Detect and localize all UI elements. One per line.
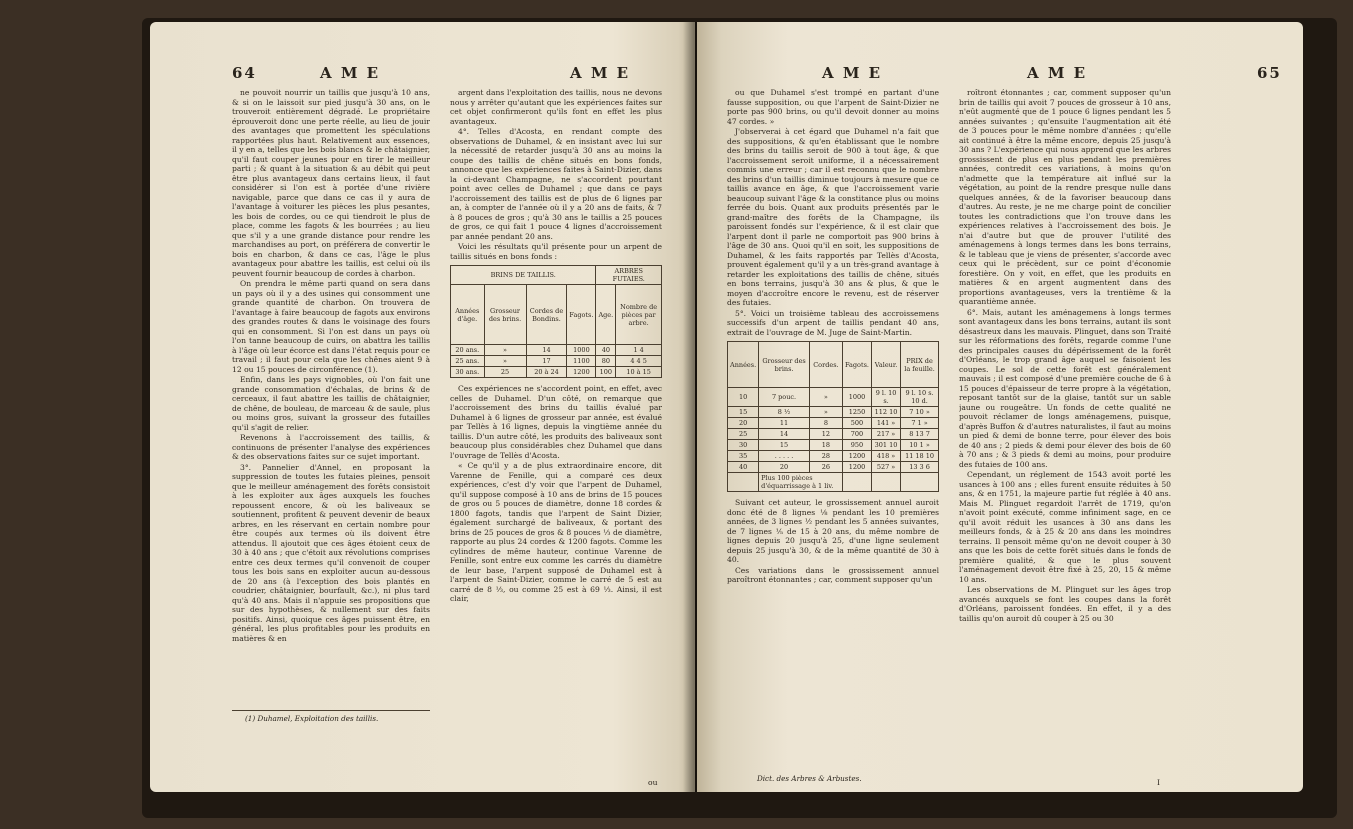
paragraph: Suivant cet auteur, le grossissement annuel auroit donc été de 8 lignes ⅛ pendant les 10 premières années, de 3 lignes ½ pendant les 5 années suivantes, de 7 lignes ⅕ de 15 à 20 ans, du même nombre de lignes depuis 20 jusqu'à 25, d'une ligne seulement depuis 25 jusqu'à 30, & de la même quantité de 30 à 40. [727, 498, 939, 564]
table-cell: 28 [809, 451, 842, 462]
table-cell: 4 4 5 [616, 356, 662, 367]
table-cell: 700 [842, 429, 871, 440]
table-cell: 950 [842, 440, 871, 451]
table-row [728, 388, 939, 407]
table-cell: 17 [526, 356, 567, 367]
table-cell: 14 [759, 429, 810, 440]
table-cell: 40 [596, 345, 616, 356]
table-cell: 418 » [871, 451, 900, 462]
table-cell: 40 [728, 462, 759, 473]
table-row [728, 440, 939, 451]
table-header: Grosseur des brins. [484, 285, 526, 345]
paragraph: argent dans l'exploitation des taillis, nous ne devons nous y arrêter qu'autant que les expériences faites sur cet objet confirmeront qu'ils font en effet les plus avantageux. [450, 88, 662, 126]
table-cell: 30 [728, 440, 759, 451]
paragraph: « Ce qu'il y a de plus extraordinaire encore, dit Varenne de Fenille, qui a comparé ces deux expériences, c'est d'y voir que l'arpent de Duhamel, qu'il suppose composé à 10 ans de brins de 15 pouces de gros ou 5 pouces de diamètre, donne 18 cordes & 1800 fagots, tandis que l'arpent de Saint Dizier, également surchargé de baliveaux, & portant des brins de 25 pouces de gros & 8 pouces ⅓ de diamètre, rapporte au plus 24 cordes & 1200 fagots. Comme les cylindres de même hauteur, continue Varenne de Fenille, sont entre eux comme les carrés du diamètre de leur base, l'arpent supposé de Duhamel est à l'arpent de Saint-Dizier, comme le carré de 5 est au carré de 8 ⅓, ou comme 25 est à 69 ⅓. Ainsi, il est clair, [450, 461, 662, 603]
table-row [728, 418, 939, 429]
paragraph: ne pouvoit nourrir un taillis que jusqu'à 10 ans, & si on le laissoit sur pied jusqu'à 30 ans, on le trouveroit entièrement dégradé. Le propriétaire éprouveroit donc une perte réelle, au lieu de jouir des avantages que promettent les spéculations rapportées plus haut. Relativement aux essences, il y en a, telles que les bois blancs & le châtaignier, qu'il faut couper jeunes pour en tirer le meilleur parti ; & quant à la situation & au débit qui peut être plus avantageux dans certains lieux, il faut considérer si l'on est à portée d'une rivière navigable, parce que dans ce cas il y aura de l'avantage à voiturer les pièces les plus pesantes, les bois de cordes, ou ce qui tiendroit le plus de place, comme les fagots & les bourrées ; au lieu que s'il y a une grande distance pour rendre les marchandises au port, on préférera de convertir le bois en charbon, & dans ce cas, l'âge le plus avantageux pour abattre les taillis, est celui où ils peuvent fournir beaucoup de cordes à charbon. [232, 88, 430, 278]
right-running-head-1: A M E [822, 64, 883, 82]
paragraph: 5°. Voici un troisième tableau des accroissemens successifs d'un arpent de taillis pendant 40 ans, extrait de l'ouvrage de M. Juge de Saint-Martin. [727, 308, 939, 337]
table-row [728, 451, 939, 462]
table-cell: 20 ans. [451, 345, 485, 356]
table-row [728, 429, 939, 440]
paragraph: ou que Duhamel s'est trompé en partant d'une fausse supposition, ou que l'arpent de Saint-Dizier ne porte pas 900 brins, ou qu'il devoit donner au moins 47 cordes. » [727, 88, 939, 126]
table-cell: 112 10 [871, 407, 900, 418]
right-column-1 [727, 88, 939, 768]
table-cell: 11 [759, 418, 810, 429]
table-cell: » [809, 407, 842, 418]
table-cell: 10 [728, 388, 759, 407]
left-running-head-2: A M E [570, 64, 631, 82]
table-cell: 9 l. 10 s. [871, 388, 900, 407]
table-cell: 10 1 » [901, 440, 939, 451]
table-group-header: ARBRES FUTAIES. [596, 266, 662, 285]
table-cell: 527 » [871, 462, 900, 473]
paragraph: Les observations de M. Plinguet sur les âges trop avancés auxquels se font les coupes dans la forêt d'Orléans, paroissent fondées. En effet, il y a des taillis qu'on auroit dû couper à 25 ou 30 [959, 585, 1171, 623]
table-cell: 25 [484, 367, 526, 378]
table-cell: 30 ans. [451, 367, 485, 378]
table-header: Valeur. [871, 342, 900, 388]
table-row [728, 473, 939, 492]
table-cell: » [484, 356, 526, 367]
paragraph: 4°. Telles d'Acosta, en rendant compte des observations de Duhamel, & en insistant avec lui sur la nécessité de retarder jusqu'à 30 ans au moins la coupe des taillis de chêne situés en bons fonds, annonce que les expériences faites à Saint-Dizier, dans la ci-devant Champagne, ne s'accordent pourtant point avec celles de Duhamel ; que dans ce pays l'accroissement des taillis est de plus de 6 lignes par an, à compter de l'année où il y a 20 ans de faits, & 7 à 8 pouces de gros ; qu'à 30 ans le taillis a 25 pouces de gros, ce qui fait 1 pouce 4 lignes d'accroissement par année pendant 20 ans. [450, 127, 662, 241]
table-cell: 8 ½ [759, 407, 810, 418]
right-folio: 65 [1257, 64, 1282, 82]
table-cell: 100 [596, 367, 616, 378]
table-header: Nombre de pièces par arbre. [616, 285, 662, 345]
footnote-rule [232, 710, 430, 711]
table-row [728, 462, 939, 473]
table-header: Grosseur des brins. [759, 342, 810, 388]
table-cell: 20 à 24 [526, 367, 567, 378]
table-cell: 1000 [842, 388, 871, 407]
table-cell: . . . . . [759, 451, 810, 462]
signature-line: Dict. des Arbres & Arbustes. [757, 774, 862, 783]
table-cell: 80 [596, 356, 616, 367]
table-cell: 1250 [842, 407, 871, 418]
table-header: PRIX de la feuille. [901, 342, 939, 388]
left-column-1 [232, 88, 430, 708]
table-cell: 1000 [567, 345, 596, 356]
table-cell: 1200 [842, 451, 871, 462]
footnote: (1) Duhamel, Exploitation des taillis. [245, 714, 379, 723]
table-cell: 14 [526, 345, 567, 356]
table-cell: » [809, 388, 842, 407]
table-row [451, 356, 662, 367]
left-column-2 [450, 88, 662, 778]
table-cell: 1200 [842, 462, 871, 473]
paragraph: On prendra le même parti quand on sera dans un pays où il y a des usines qui consomment une grande quantité de charbon. On trouvera de l'avantage à faire beaucoup de fagots aux environs des grandes routes & dans le voisinage des fours qui en consomment. Si l'on est dans un pays où l'on tanne beaucoup de cuirs, on abattra les taillis à l'âge où leur écorce est dans l'état requis pour ce travail ; il faut pour cela que les chênes aient 9 à 12 ou 15 pouces de circonférence (1). [232, 279, 430, 374]
table-cell: 25 [728, 429, 759, 440]
table-cell: 18 [809, 440, 842, 451]
left-folio: 64 [232, 64, 257, 82]
table-header: Années. [728, 342, 759, 388]
table-header: Cordes de Bondins. [526, 285, 567, 345]
left-page [150, 22, 695, 792]
table-cell: 8 [809, 418, 842, 429]
right-running-head-2: A M E [1027, 64, 1088, 82]
paragraph: 6°. Mais, autant les aménagemens à longs termes sont avantageux dans les bons terrains, autant ils sont désastreux dans les mauvais. Plinguet, dans son Traité sur les réformations des forêts, regarde comme l'une des principales causes du dépérissement de la forêt d'Orléans, le trop grand âge auquel se faisoient les coupes. Le sol de cette forêt est généralement mauvais ; il est composé d'une première couche de 6 à 15 pouces d'épaisseur de terre propre à la végétation, reposant tantôt sur de la glaise, tantôt sur un sable jaune ou rougeâtre. Un fonds de cette qualité ne pouvoit réclamer de longs aménagemens, puisque, d'après Buffon & d'autres naturalistes, il faut au moins un pied & demi de bonne terre, pour élever des bois de 40 ans ; 2 pieds & demi pour élever des bois de 60 à 70 ans ; & 3 pieds & demi au moins, pour produire des futaies de 100 ans. [959, 307, 1171, 469]
table-cell: 25 ans. [451, 356, 485, 367]
table-cell: 301 10 [871, 440, 900, 451]
table-header: Cordes. [809, 342, 842, 388]
paragraph: 3°. Pannelier d'Annel, en proposant la suppression de toutes les futaies pleines, pensoit que le meilleur aménagement des forêts consistoit à les exploiter aux âges auxquels les fouches repoussent encore, & où les baliveaux se soutiennent, profitent & peuvent devenir de beaux arbres, en les réservant en certain nombre pour être coupés aux termes où ils doivent être attendus. Il ajoutoit que ces âges étoient ceux de 30 à 40 ans ; que c'étoit aux révolutions comprises entre ces deux termes qu'il convenoit de couper tous les bois sans en exploiter aucun au-dessous de 20 ans (à l'exception des bois plantés en coudrier, châtaignier, bourfault, &c.), ni plus tard qu'à 40 ans. Mais il n'appuie ses propositions que sur des hypothèses, & nullement sur des faits positifs. Ainsi, quoique ces âges puissent être, en général, les plus profitables pour les produits en matières & en [232, 462, 430, 643]
table-cell: 1 4 [616, 345, 662, 356]
table-row [451, 367, 662, 378]
table-group-header: BRINS DE TAILLIS. [451, 266, 596, 285]
table-cell: 7 10 » [901, 407, 939, 418]
table-header: Fagots. [842, 342, 871, 388]
accroissement-table [727, 341, 939, 492]
table-cell: 11 18 10 [901, 451, 939, 462]
table-cell: 8 13 7 [901, 429, 939, 440]
right-catchword: I [1157, 778, 1160, 787]
table-cell: 217 » [871, 429, 900, 440]
left-catchword: ou [648, 778, 658, 787]
table-row [728, 407, 939, 418]
table-header: Fagots. [567, 285, 596, 345]
paragraph: Voici les résultats qu'il présente pour un arpent de taillis situés en bons fonds : [450, 242, 662, 261]
table-cell: 35 [728, 451, 759, 462]
paragraph: Enfin, dans les pays vignobles, où l'on fait une grande consommation d'échalas, de brins & de cerceaux, il faut abattre les taillis de châtaignier, de chêne, de bouleau, de marceau & de saule, plus ou moins gros, suivant la grosseur des futailles qu'il s'agit de relier. [232, 375, 430, 432]
table-cell: 12 [809, 429, 842, 440]
table-header: Age. [596, 285, 616, 345]
table-cell: 15 [728, 407, 759, 418]
table-cell: 1200 [567, 367, 596, 378]
table-cell: 26 [809, 462, 842, 473]
taillis-table [450, 265, 662, 378]
paragraph: roîtront étonnantes ; car, comment supposer qu'un brin de taillis qui avoit 7 pouces de grosseur à 10 ans, n'eût augmenté que de 1 pouce 6 lignes pendant les 5 années suivantes ; qu'ensuite l'augmentation ait été de 3 pouces pour le même nombre d'années ; qu'elle ait continué à être la même encore, depuis 25 jusqu'à 30 ans ? L'expérience qui nous apprend que les arbres grossissent de plus en plus pendant les premières années, contredit ces variations, à moins qu'on n'admette que la température ait influé sur la végétation, au point de la rendre presque nulle dans quelques années, & de la favoriser beaucoup dans d'autres. Au reste, je ne me charge point de concilier toutes les contradictions que l'on trouve dans les expériences relatives à l'accroissement des bois. Je n'ai d'autre but que de prouver l'utilité des aménagemens à longs termes dans les bons terrains, & le tableau que je viens de présenter, s'accorde avec ceux qui le précèdent, sur ce point d'économie forestière. On y voit, en effet, que les produits en matières & en argent augmentent dans des proportions avantageuses, vers la trentième & la quarantième année. [959, 88, 1171, 306]
table-note: Plus 100 pièces d'équarrissage à 1 liv. [759, 473, 843, 492]
table-header: Années d'âge. [451, 285, 485, 345]
table-row [451, 345, 662, 356]
right-page [697, 22, 1303, 792]
table-cell: 10 à 15 [616, 367, 662, 378]
paragraph: Ces variations dans le grossissement annuel paroîtront étonnantes ; car, comment supposer qu'un [727, 565, 939, 584]
paragraph: J'observerai à cet égard que Duhamel n'a fait que des suppositions, & qu'en établissant que le nombre des brins du taillis seroit de 900 à tout âge, & que l'accroissement seroit uniforme, il a nécessairement commis une erreur ; car il est reconnu que le nombre des brins d'un taillis diminue toujours à mesure que ce taillis avance en âge, & que l'accroissement varie beaucoup suivant l'âge & la constitance plus ou moins ferrée du bois. Quant aux produits présentés par le grand-maître des forêts de la Champagne, ils paroissent fondés sur l'expérience, & il est clair que l'arpent dont il parle ne comportoit pas 900 brins à l'âge de 30 ans. Quoi qu'il en soit, les suppositions de Duhamel, & les faits rapportés par Tellès d'Acosta, prouvent également qu'il y a un très-grand avantage à retarder les exploitations des taillis de chêne, situés en bons terrains, jusqu'à 30 ans & plus, & que le moyen d'accroître encore le revenu, est de réserver des futaies. [727, 127, 939, 307]
table-cell: 500 [842, 418, 871, 429]
table-cell: 20 [759, 462, 810, 473]
table-cell: 1100 [567, 356, 596, 367]
right-column-2 [959, 88, 1171, 778]
table-cell: 7 pouc. [759, 388, 810, 407]
table-cell: 15 [759, 440, 810, 451]
table-cell: 7 1 » [901, 418, 939, 429]
left-running-head-1: A M E [320, 64, 381, 82]
table-cell: » [484, 345, 526, 356]
paragraph: Cependant, un réglement de 1543 avoit porté les usances à 100 ans ; elles furent ensuite réduites à 50 ans, & en 1751, la majeure partie fut réglée à 40 ans. Mais M. Plinguet regardoit l'arrêt de 1719, qu'on n'avoit point exécuté, comme infiniment sage, en ce qu'il avoit réduit les usances à 30 ans dans les meilleurs fonds, & à 25 & 20 ans dans les moindres terrains. Il pensoit même qu'on ne devoit couper à 30 ans que les bois de cette forêt situés dans le fonds de première qualité, & que le plus souvent l'aménagement devoit être fixé à 25, 20, 15 & même 10 ans. [959, 470, 1171, 584]
paragraph: Revenons à l'accroissement des taillis, & continuons de présenter l'analyse des expériences & des observations faites sur ce sujet important. [232, 433, 430, 461]
table-cell: 141 » [871, 418, 900, 429]
table-cell: 13 3 6 [901, 462, 939, 473]
paragraph: Ces expériences ne s'accordent point, en effet, avec celles de Duhamel. D'un côté, on remarque que l'accroissement des brins du taillis évalué par Duhamel à 6 lignes de grosseur par année, est évalué par Tellès à 16 lignes, depuis la vingtième année du taillis. D'un autre côté, les produits des baliveaux sont beaucoup plus considérables chez Duhamel que dans l'ouvrage de Tellès d'Acosta. [450, 384, 662, 460]
table-cell: 9 l. 10 s. 10 d. [901, 388, 939, 407]
table-cell: 20 [728, 418, 759, 429]
